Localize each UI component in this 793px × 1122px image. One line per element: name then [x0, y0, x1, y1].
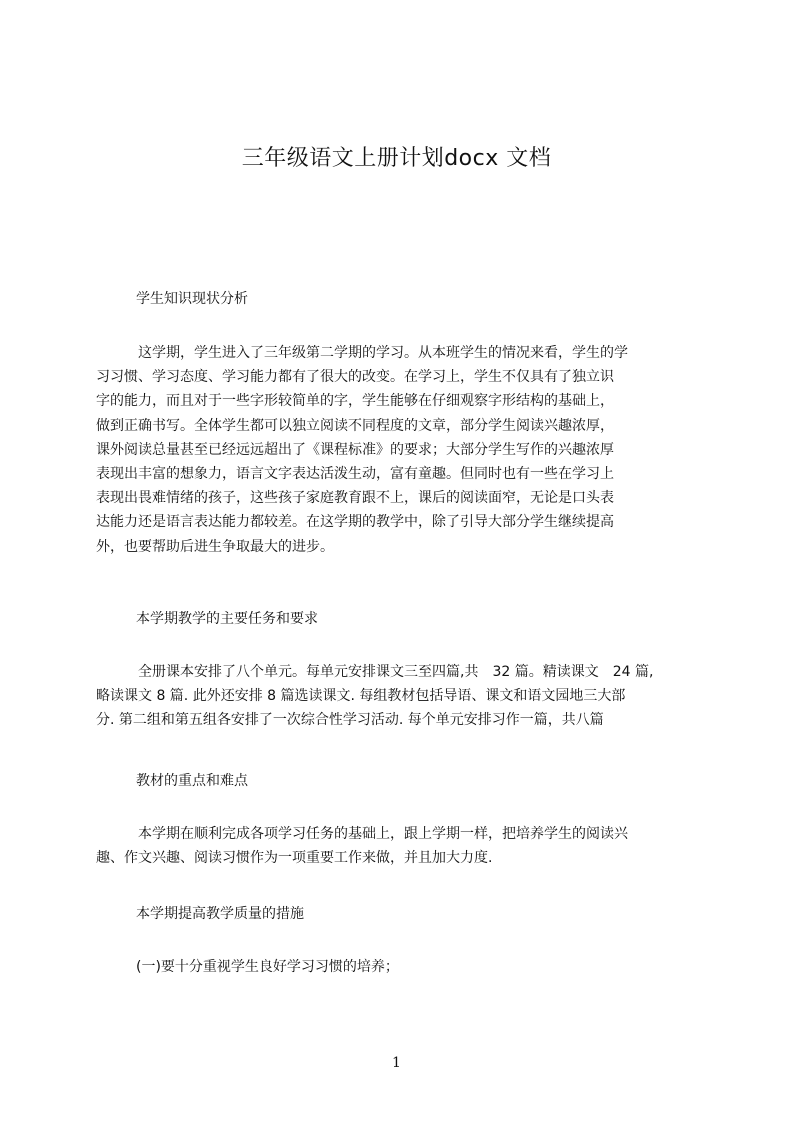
- paragraph-line: (一)要十分重视学生良好学习习惯的培养；: [136, 959, 399, 975]
- paragraph-line: 略读课文 8 篇. 此外还安排 8 篇选读课文. 每组教材包括导语、课文和语文园地三大部: [96, 688, 626, 705]
- document-title: 三年级语文上册计划docx 文档: [241, 146, 552, 171]
- page-number: 1: [392, 1055, 401, 1071]
- paragraph-quality-measures: [96, 955, 701, 979]
- paragraph-line: 这学期，学生进入了三年级第二学期的学习。从本班学生的情况来看，学生的学: [138, 345, 628, 361]
- paragraph-line: 做到正确书写。全体学生都可以独立阅读不同程度的文章，部分学生阅读兴趣浓厚，: [96, 417, 614, 434]
- paragraph-line: 课外阅读总量甚至已经远远超出了《课程标准》的要求；大部分学生写作的兴趣浓厚: [96, 441, 614, 458]
- paragraph-line: 外，也要帮助后进生争取最大的进步。: [96, 538, 334, 555]
- section-heading-key-difficulties: 教材的重点和难点: [136, 773, 248, 789]
- paragraph-tasks-requirements: [96, 660, 701, 733]
- paragraph-line: 趣、作文兴趣、阅读习惯作为一项重要工作来做，并且加大力度.: [96, 850, 493, 867]
- paragraph-key-difficulties: [96, 822, 701, 870]
- paragraph-line: 分. 第二组和第五组各安排了一次综合性学习活动. 每个单元安排习作一篇，共八篇: [96, 712, 604, 729]
- paragraph-line: 全册课本安排了八个单元。每单元安排课文三至四篇,共 32 篇。精读课文 24 篇,: [138, 664, 654, 680]
- section-heading-quality-measures: 本学期提高教学质量的措施: [136, 906, 304, 922]
- paragraph-knowledge-analysis: [96, 341, 701, 559]
- paragraph-line: 表现出丰富的想象力，语言文字表达活泼生动，富有童趣。但同时也有一些在学习上: [96, 465, 614, 482]
- section-heading-tasks-requirements: 本学期教学的主要任务和要求: [136, 611, 318, 627]
- paragraph-line: 习习惯、学习态度、学习能力都有了很大的改变。在学习上，学生不仅具有了独立识: [96, 369, 614, 386]
- paragraph-line: 表现出畏难情绪的孩子，这些孩子家庭教育跟不上，课后的阅读面窄，无论是口头表: [96, 490, 614, 507]
- paragraph-line: 达能力还是语言表达能力都较差。在这学期的教学中，除了引导大部分学生继续提高: [96, 514, 614, 531]
- section-heading-knowledge-analysis: 学生知识现状分析: [136, 291, 248, 307]
- paragraph-line: 本学期在顺利完成各项学习任务的基础上，跟上学期一样，把培养学生的阅读兴: [138, 826, 628, 842]
- paragraph-line: 字的能力，而且对于一些字形较简单的字，学生能够在仔细观察字形结构的基础上，: [96, 393, 614, 410]
